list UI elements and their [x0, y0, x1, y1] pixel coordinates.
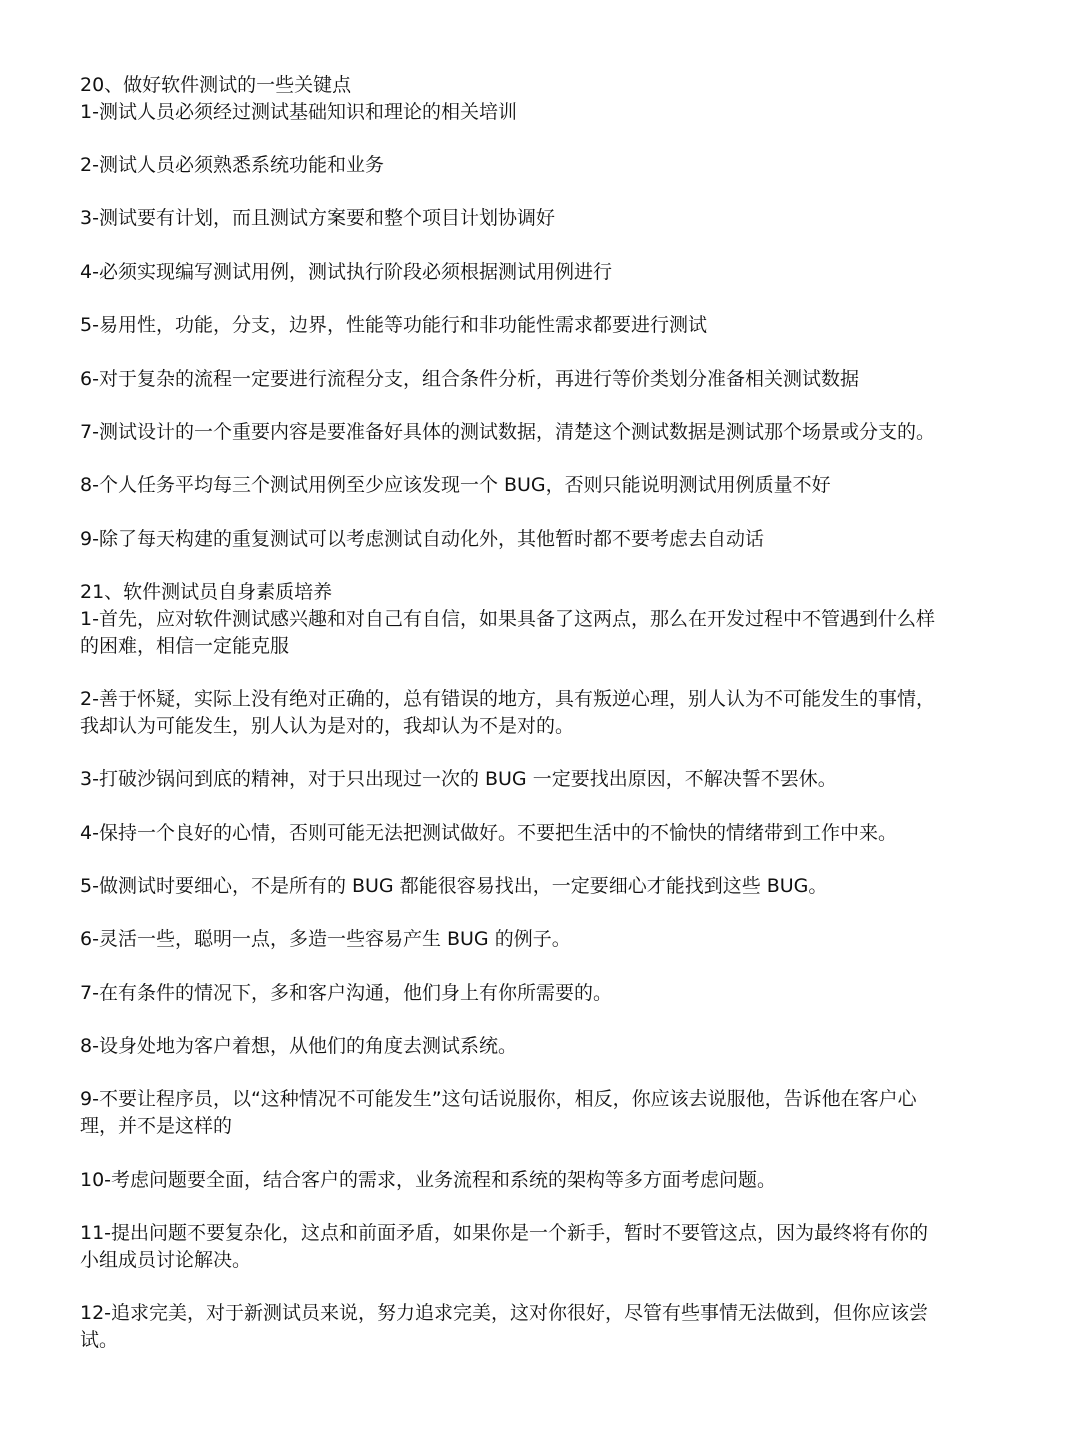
- text-line: 7-测试设计的一个重要内容是要准备好具体的测试数据，清楚这个测试数据是测试那个场景或分支的。: [80, 421, 935, 444]
- text-line: 3-测试要有计划，而且测试方案要和整个项目计划协调好: [80, 207, 555, 230]
- text-line: 10-考虑问题要全面，结合客户的需求，业务流程和系统的架构等多方面考虑问题。: [80, 1168, 777, 1191]
- section-21-heading: 21、软件测试员自身素质培养: [80, 581, 333, 604]
- section-20-item-3: [80, 205, 1010, 232]
- section-20-item-8: [80, 472, 1010, 499]
- text-line: 7-在有条件的情况下，多和客户沟通，他们身上有你所需要的。: [80, 981, 612, 1004]
- section-21-item-6: [80, 926, 1010, 953]
- section-20-item-5: [80, 312, 1010, 339]
- section-20-item-4: [80, 259, 1010, 286]
- section-21-item-7: [80, 980, 1010, 1007]
- text-line: 9-不要让程序员，以“这种情况不可能发生”这句话说服你，相反，你应该去说服他，告诉他在客户心: [80, 1088, 917, 1111]
- section-21-item-11: [80, 1220, 1010, 1273]
- text-line: 11-提出问题不要复杂化，这点和前面矛盾，如果你是一个新手，暂时不要管这点，因为最终将有你的: [80, 1221, 929, 1244]
- text-line: 1-测试人员必须经过测试基础知识和理论的相关培训: [80, 100, 517, 123]
- text-line: 3-打破沙锅问到底的精神，对于只出现过一次的 BUG 一定要找出原因，不解决誓不罢休。: [80, 768, 837, 791]
- text-line: 5-做测试时要细心，不是所有的 BUG 都能很容易找出，一定要细心才能找到这些 BUG。: [80, 874, 828, 897]
- section-20-item-9: [80, 526, 1010, 553]
- section-21-item-9: [80, 1086, 1010, 1139]
- text-line: 试。: [80, 1328, 119, 1351]
- section-21-item-8: [80, 1033, 1010, 1060]
- section-21-item-12: [80, 1300, 1010, 1353]
- section-21-item-3: [80, 766, 1010, 793]
- text-line: 理，并不是这样的: [80, 1115, 233, 1138]
- section-21-item-4: [80, 820, 1010, 847]
- section-20-item-7: [80, 419, 1010, 446]
- text-line: 6-对于复杂的流程一定要进行流程分支，组合条件分析，再进行等价类划分准备相关测试数据: [80, 367, 859, 390]
- section-20-item-6: [80, 366, 1010, 393]
- section-20-heading: 20、做好软件测试的一些关键点: [80, 74, 352, 96]
- document-page: [80, 72, 1010, 1353]
- text-line: 5-易用性，功能，分支，边界，性能等功能行和非功能性需求都要进行测试: [80, 314, 707, 337]
- text-line: 8-设身处地为客户着想，从他们的角度去测试系统。: [80, 1035, 517, 1058]
- text-line: 小组成员讨论解决。: [80, 1248, 252, 1271]
- text-line: 4-必须实现编写测试用例，测试执行阶段必须根据测试用例进行: [80, 260, 612, 283]
- section-21-item-10: [80, 1167, 1010, 1194]
- text-line: 1-首先，应对软件测试感兴趣和对自己有自信，如果具备了这两点，那么在开发过程中不管遇到什么样: [80, 607, 935, 630]
- text-line: 6-灵活一些，聪明一点，多造一些容易产生 BUG 的例子。: [80, 928, 571, 951]
- section-20-item-2: [80, 152, 1010, 179]
- section-20-item-1: [80, 99, 1010, 126]
- section-21-item-1: [80, 606, 1010, 659]
- text-line: 2-善于怀疑，实际上没有绝对正确的，总有错误的地方，具有叛逆心理，别人认为不可能发生的事情，: [80, 688, 935, 711]
- text-line: 12-追求完美，对于新测试员来说，努力追求完美，这对你很好，尽管有些事情无法做到，但你应该尝: [80, 1302, 929, 1325]
- section-21-item-2: [80, 686, 1010, 739]
- text-line: 8-个人任务平均每三个测试用例至少应该发现一个 BUG，否则只能说明测试用例质量不好: [80, 474, 831, 497]
- text-line: 9-除了每天构建的重复测试可以考虑测试自动化外，其他暂时都不要考虑去自动话: [80, 527, 764, 550]
- section-21-item-5: [80, 873, 1010, 900]
- text-line: 的困难，相信一定能克服: [80, 634, 290, 657]
- text-line: 我却认为可能发生，别人认为是对的，我却认为不是对的。: [80, 714, 575, 737]
- text-line: 2-测试人员必须熟悉系统功能和业务: [80, 154, 384, 177]
- text-line: 4-保持一个良好的心情，否则可能无法把测试做好。不要把生活中的不愉快的情绪带到工作中来。: [80, 821, 897, 844]
